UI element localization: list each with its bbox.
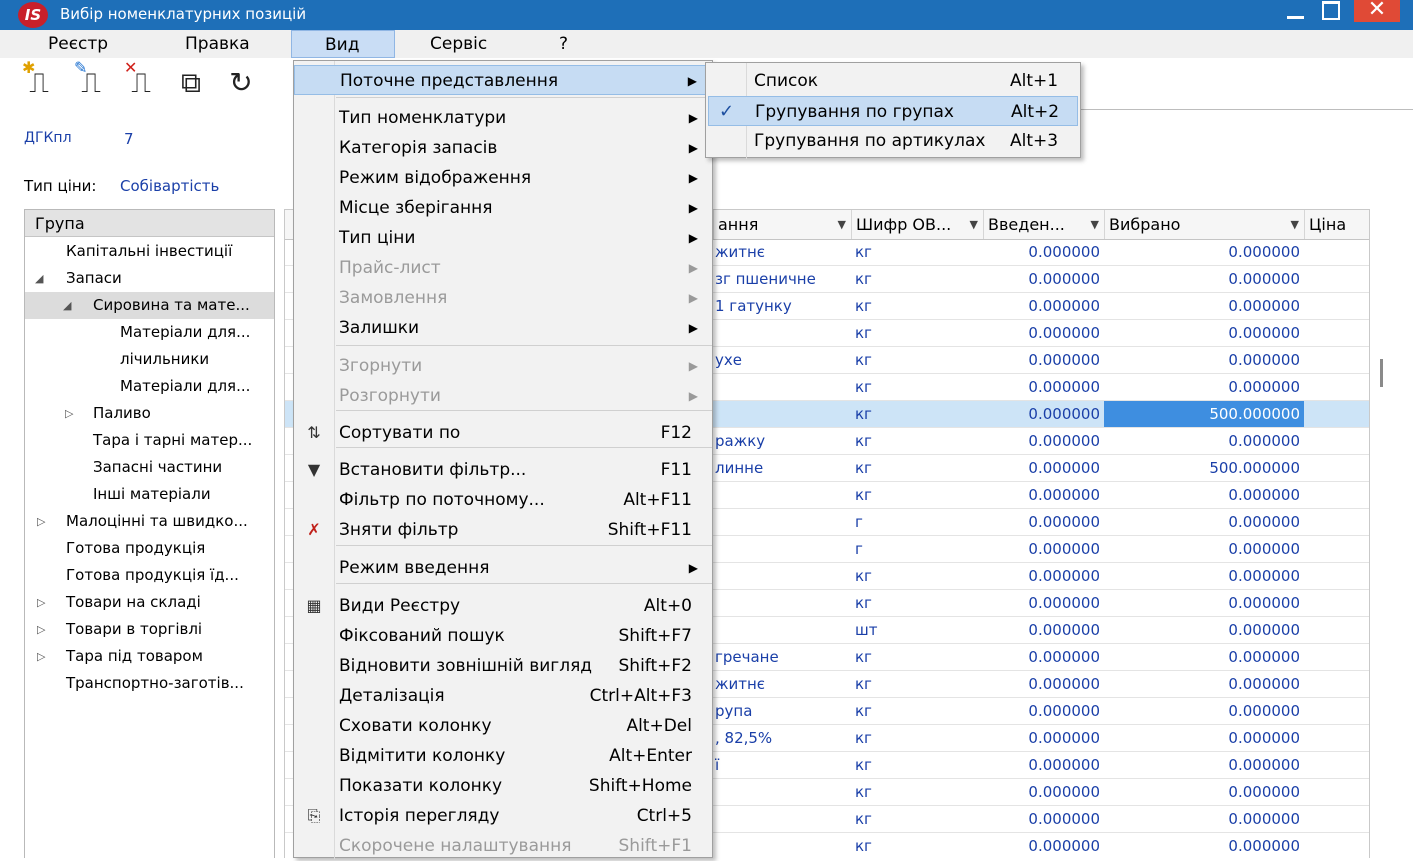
submenu-arrow-icon: ▶ [688,231,698,245]
tree-item[interactable]: Запасні частини [93,458,223,476]
expanded-arrow-icon[interactable]: ◢ [63,299,72,312]
menu-item[interactable] [294,313,712,343]
cell-unit[interactable]: кг [855,459,872,477]
cell-entered[interactable]: 0.000000 [1028,378,1100,396]
menu-item-label: Тип ціни [339,228,416,248]
dropdown-arrow-icon[interactable]: ▼ [1290,218,1299,231]
submenu-item-label: Групування по артикулах [754,131,986,151]
submenu-item-shortcut: Alt+3 [1010,131,1059,151]
cell-name[interactable] [715,374,851,400]
menu-separator [336,545,712,546]
sort-icon: ⇅ [307,423,321,442]
menu-item[interactable] [294,771,712,801]
cell-entered[interactable]: 0.000000 [1028,351,1100,369]
tree-item-selected[interactable]: ◢ Сировина та мате... [25,292,274,319]
submenu-arrow-icon: ▶ [688,389,698,403]
cell-selected[interactable]: 500.000000 [1104,401,1304,427]
cell-unit[interactable]: кг [855,837,872,855]
cell-name[interactable]: ї [715,756,720,774]
menu-item-shortcut: Shift+Home [588,776,692,796]
cell-entered[interactable]: 0.000000 [1028,783,1100,801]
menu-item[interactable] [294,223,712,253]
cell-name[interactable] [715,536,851,562]
cell-entered[interactable]: 0.000000 [1028,810,1100,828]
cell-unit[interactable]: кг [855,405,872,423]
menu-item-label: Сховати колонку [339,716,492,736]
column-unit[interactable]: Шифр ОВ... ▼ [851,210,983,239]
cell-unit[interactable]: кг [855,324,872,342]
cell-name[interactable]: , 82,5% [715,729,773,747]
cell-name[interactable] [715,401,851,427]
menu-service[interactable]: Сервіс [430,34,488,54]
cell-name[interactable] [715,806,851,832]
cell-unit[interactable]: кг [855,567,872,585]
submenu-item-label: Групування по групах [755,102,954,122]
submenu-arrow-icon: ▶ [688,111,698,125]
cell-entered[interactable]: 0.000000 [1028,486,1100,504]
delete-icon[interactable]: ✕ ⎍ [124,58,151,99]
cell-entered[interactable]: 0.000000 [1028,729,1100,747]
cell-selected[interactable]: 0.000000 [1228,648,1300,666]
cell-name[interactable]: 1 гатунку [715,297,792,315]
expanded-arrow-icon[interactable]: ◢ [35,272,44,285]
cell-entered[interactable]: 0.000000 [1028,540,1100,558]
menu-item-label: Історія перегляду [339,806,500,826]
collapsed-arrow-icon[interactable]: ▷ [65,407,74,420]
cell-selected[interactable]: 0.000000 [1228,810,1300,828]
cell-unit[interactable]: кг [855,648,872,666]
cell-selected[interactable]: 0.000000 [1228,324,1300,342]
menu-item-label: Замовлення [339,288,448,308]
close-button[interactable]: ✕ [1354,0,1400,22]
price-type-value[interactable]: Собівартість [120,177,220,195]
menu-separator [336,345,712,346]
tree-header[interactable]: Група [25,210,274,237]
cell-entered[interactable]: 0.000000 [1028,270,1100,288]
cell-selected[interactable]: 0.000000 [1228,594,1300,612]
window-title: Вибір номенклатурних позицій [60,5,307,23]
tree-item[interactable]: ◢ Запаси [25,265,274,292]
cell-selected[interactable]: 0.000000 [1228,729,1300,747]
cell-entered[interactable]: 0.000000 [1028,567,1100,585]
menu-item-shortcut: F11 [660,460,692,480]
cell-selected[interactable]: 0.000000 [1228,540,1300,558]
menu-item-shortcut: Shift+F1 [618,836,692,856]
cell-entered[interactable]: 0.000000 [1028,621,1100,639]
cell-unit[interactable]: кг [855,810,872,828]
app-logo-icon: IS [18,2,48,28]
dgk-label: ДГКпл [24,130,72,146]
menu-item-label: Фільтр по поточному... [339,490,545,510]
menu-separator [336,97,712,98]
cell-unit[interactable]: кг [855,270,872,288]
menu-item[interactable] [294,741,712,771]
menu-item[interactable] [294,65,712,95]
title-bar [0,0,1413,30]
cell-selected[interactable]: 0.000000 [1228,243,1300,261]
menu-item-label: Місце зберігання [339,198,493,218]
price-type-label: Тип ціни: [24,177,97,195]
tree-item[interactable]: Готова продукція їд... [66,566,239,584]
submenu-arrow-icon: ▶ [688,291,698,305]
menu-item-label: Показати колонку [339,776,503,796]
cell-unit[interactable]: кг [855,783,872,801]
column-name[interactable]: ання ▼ [713,210,851,239]
menu-item-label: Поточне представлення [340,71,559,91]
cell-entered[interactable]: 0.000000 [1028,756,1100,774]
cell-name[interactable]: гречане [715,648,779,666]
menu-item[interactable] [294,681,712,711]
menu-item[interactable] [294,163,712,193]
collapsed-arrow-icon[interactable]: ▷ [37,623,46,636]
menu-item-label: Згорнути [339,356,423,376]
cell-selected[interactable]: 0.000000 [1228,837,1300,855]
cell-entered[interactable]: 0.000000 [1028,837,1100,855]
filter-icon: ▼ [307,460,321,479]
menu-registry[interactable]: Реєстр [48,34,109,54]
menu-item[interactable] [294,381,712,411]
cell-selected[interactable]: 0.000000 [1228,432,1300,450]
menu-item-label: Відновити зовнішній вигляд [339,656,593,676]
menu-item-label: Зняти фільтр [339,520,459,540]
submenu-arrow-icon: ▶ [688,561,698,575]
tree-item[interactable]: Матеріали для... [120,323,251,341]
menu-item[interactable] [294,651,712,681]
submenu-arrow-icon: ▶ [687,74,697,88]
tree-item[interactable]: ▷ Малоцінні та швидко... [25,508,274,535]
menu-item-shortcut: Alt+Enter [609,746,692,766]
cell-unit[interactable]: г [855,540,863,558]
cell-name[interactable] [715,590,851,616]
cell-entered[interactable]: 0.000000 [1028,432,1100,450]
tree-item[interactable]: ▷ Паливо [25,400,274,427]
cell-entered[interactable]: 0.000000 [1028,243,1100,261]
cell-selected[interactable]: 0.000000 [1228,783,1300,801]
menu-item-shortcut: Alt+Del [626,716,692,736]
submenu-item-label: Список [754,71,819,91]
menu-item-label: Види Реєстру [339,596,461,616]
cell-unit[interactable]: кг [855,594,872,612]
submenu-item[interactable] [708,126,1078,156]
maximize-button[interactable] [1316,0,1346,22]
submenu-arrow-icon: ▶ [688,359,698,373]
cell-name[interactable] [715,482,851,508]
tree-item[interactable]: Готова продукція [66,539,206,557]
menu-item[interactable] [294,831,712,861]
tree-item[interactable]: Інші матеріали [93,485,211,503]
menu-bar [0,30,1413,58]
cell-entered[interactable]: 0.000000 [1028,513,1100,531]
cell-unit[interactable]: кг [855,729,872,747]
cell-entered[interactable]: 0.000000 [1028,675,1100,693]
view-menu [293,60,713,858]
tree-item[interactable]: Тара і тарні матер... [93,431,253,449]
submenu-item-shortcut: Alt+2 [1011,102,1060,122]
submenu-arrow-icon: ▶ [688,141,698,155]
cell-name[interactable] [715,833,851,858]
cell-name[interactable] [715,779,851,805]
cell-unit[interactable]: кг [855,351,872,369]
menu-item[interactable] [294,801,712,831]
refresh-icon[interactable]: ↻ [229,66,253,99]
menu-item-shortcut: Ctrl+5 [636,806,692,826]
menu-item[interactable] [294,283,712,313]
menu-item-shortcut: Ctrl+Alt+F3 [589,686,692,706]
collapsed-arrow-icon[interactable]: ▷ [37,515,46,528]
cell-selected[interactable]: 0.000000 [1228,621,1300,639]
dgk-value: 7 [124,130,134,148]
tree-item[interactable]: ▷ Тара під товаром [25,643,274,670]
cell-unit[interactable]: кг [855,432,872,450]
minimize-button[interactable] [1278,0,1314,22]
cell-selected[interactable]: 0.000000 [1228,756,1300,774]
menu-item-label: Фіксований пошук [339,626,505,646]
menu-item-label: Режим введення [339,558,490,578]
menu-item-label: Тип номенклатури [339,108,507,128]
menu-item[interactable] [294,103,712,133]
cell-selected[interactable]: 0.000000 [1228,351,1300,369]
menu-item[interactable] [294,418,712,448]
scrollbar-thumb[interactable] [1380,359,1383,387]
menu-item-label: Скорочене налаштування [339,836,572,856]
cell-unit[interactable]: кг [855,378,872,396]
cell-entered[interactable]: 0.000000 [1028,405,1100,423]
submenu-item[interactable] [708,66,1078,96]
cell-entered[interactable]: 0.000000 [1028,594,1100,612]
tree-item[interactable]: Капітальні інвестиції [66,242,233,260]
table-icon: ▦ [306,596,322,615]
menu-item-shortcut: Shift+F7 [618,626,692,646]
cell-name[interactable]: рупа [715,702,753,720]
cell-entered[interactable]: 0.000000 [1028,459,1100,477]
submenu-item-shortcut: Alt+1 [1010,71,1059,91]
menu-item[interactable] [294,253,712,283]
cell-name[interactable]: житнє [715,675,766,693]
menu-item-label: Відмітити колонку [339,746,506,766]
cell-selected[interactable]: 500.000000 [1209,459,1300,477]
dropdown-arrow-icon[interactable]: ▼ [1090,218,1099,231]
cell-unit[interactable]: кг [855,675,872,693]
cell-selected[interactable]: 0.000000 [1228,513,1300,531]
menu-item[interactable] [294,515,712,545]
menu-item[interactable] [294,193,712,223]
menu-item-shortcut: Alt+F11 [623,490,692,510]
menu-item-shortcut: F12 [660,423,692,443]
cell-name[interactable] [715,617,851,643]
menu-item-shortcut: Alt+0 [643,596,692,616]
collapsed-arrow-icon[interactable]: ▷ [37,596,46,609]
cell-selected[interactable]: 0.000000 [1228,567,1300,585]
menu-item[interactable] [294,553,712,583]
menu-item-shortcut: Shift+F2 [618,656,692,676]
vertical-scrollbar[interactable] [1370,209,1394,858]
submenu-arrow-icon: ▶ [688,321,698,335]
submenu-arrow-icon: ▶ [688,261,698,275]
menu-item[interactable] [294,591,712,621]
tree-item[interactable]: ▷ Товари в торгівлі [25,616,274,643]
collapsed-arrow-icon[interactable]: ▷ [37,650,46,663]
cell-unit[interactable]: г [855,513,863,531]
cell-selected[interactable]: 0.000000 [1228,297,1300,315]
column-selected[interactable]: Вибрано ▼ [1104,210,1304,239]
dropdown-arrow-icon[interactable]: ▼ [837,218,846,231]
copy-icon[interactable]: ⧉ [181,66,201,99]
cell-entered[interactable]: 0.000000 [1028,324,1100,342]
cell-entered[interactable]: 0.000000 [1028,648,1100,666]
cell-selected[interactable]: 0.000000 [1228,486,1300,504]
history-icon: ⎘ [307,806,321,825]
menu-item-label: Встановити фільтр... [339,460,527,480]
submenu-arrow-icon: ▶ [688,201,698,215]
cell-name[interactable]: линне [715,459,764,477]
menu-item-label: Категорія запасів [339,138,498,158]
cell-selected[interactable]: 0.000000 [1228,675,1300,693]
cell-selected[interactable]: 0.000000 [1228,702,1300,720]
tree-item[interactable]: Матеріали для... [120,377,251,395]
menu-item-label: Залишки [339,318,420,338]
menu-item[interactable] [294,485,712,515]
cell-name[interactable]: житнє [715,243,766,261]
cell-unit[interactable]: шт [855,621,878,639]
menu-edit[interactable]: Правка [185,34,250,54]
cell-selected[interactable]: 0.000000 [1228,270,1300,288]
cell-unit[interactable]: кг [855,243,872,261]
edit-icon[interactable]: ✎ ⎍ [74,58,101,99]
checkmark-icon: ✓ [719,101,735,122]
cell-name[interactable]: зг пшеничне [715,270,816,288]
menu-item[interactable] [294,711,712,741]
column-price[interactable]: Ціна [1304,210,1370,239]
cell-unit[interactable]: кг [855,702,872,720]
cell-entered[interactable]: 0.000000 [1028,297,1100,315]
cell-name[interactable] [715,563,851,589]
cell-unit[interactable]: кг [855,756,872,774]
menu-help[interactable]: ? [559,34,569,54]
cell-selected[interactable]: 0.000000 [1228,378,1300,396]
cell-name[interactable] [715,320,851,346]
menu-item-label: Сортувати по [339,423,461,443]
menu-item-label: Режим відображення [339,168,532,188]
remove-filter-icon: ✗ [307,520,321,539]
group-tree [24,209,275,858]
menu-item-label: Прайс-лист [339,258,441,278]
submenu-item[interactable] [708,96,1078,126]
menu-view[interactable]: Вид [291,30,395,58]
menu-item[interactable] [294,133,712,163]
menu-item[interactable] [294,455,712,485]
tree-item[interactable]: Транспортно-заготів... [66,674,244,692]
menu-item-label: Розгорнути [339,386,441,406]
view-submenu [705,62,1081,158]
dropdown-arrow-icon[interactable]: ▼ [969,218,978,231]
add-icon[interactable]: ✱ ⎍ [22,58,49,99]
menu-separator [336,583,712,584]
cell-unit[interactable]: кг [855,486,872,504]
menu-item[interactable] [294,351,712,381]
cell-unit[interactable]: кг [855,297,872,315]
tree-item[interactable]: лічильники [120,350,210,368]
menu-item-label: Деталізація [339,686,445,706]
menu-item[interactable] [294,621,712,651]
tree-item[interactable]: ▷ Товари на складі [25,589,274,616]
cell-name[interactable]: ухе [715,351,742,369]
menu-item-shortcut: Shift+F11 [607,520,692,540]
submenu-arrow-icon: ▶ [688,171,698,185]
cell-name[interactable] [715,509,851,535]
cell-entered[interactable]: 0.000000 [1028,702,1100,720]
cell-name[interactable]: ражку [715,432,766,450]
column-entered[interactable]: Введен... ▼ [983,210,1104,239]
